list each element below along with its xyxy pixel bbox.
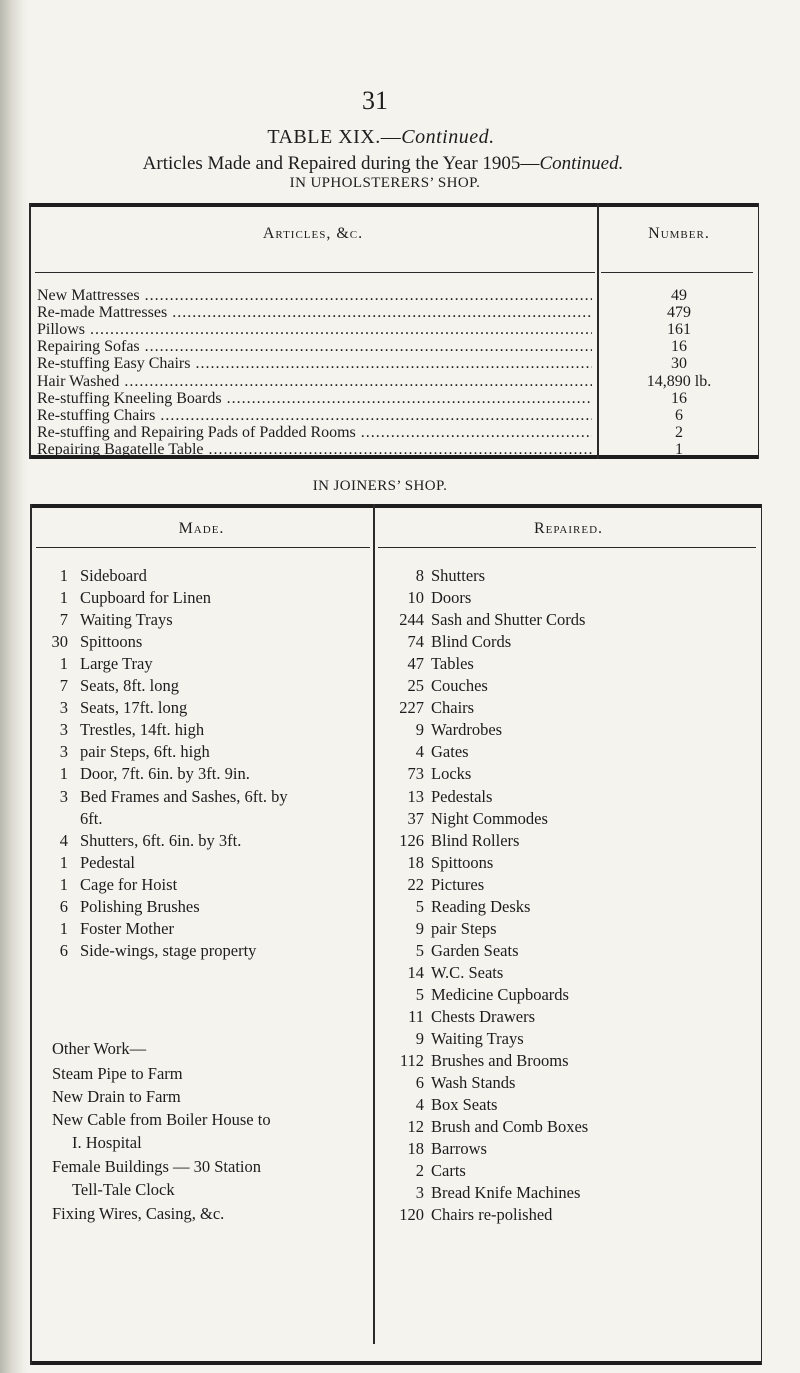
item-quantity: 3 <box>59 720 68 740</box>
item-quantity: 30 <box>51 632 68 652</box>
item-quantity: 7 <box>59 676 68 696</box>
header-rule-number <box>601 272 753 273</box>
list-item <box>375 632 760 654</box>
item-name: Wardrobes <box>431 720 503 740</box>
list-item <box>30 831 370 853</box>
table-subtitle-continued: Continued. <box>539 153 624 174</box>
list-item <box>375 897 760 919</box>
item-quantity: 9 <box>415 918 424 938</box>
item-name: Foster Mother <box>80 918 174 938</box>
item-quantity: 4 <box>415 1095 424 1115</box>
item-name: Seats, 8ft. long <box>80 676 179 696</box>
list-item <box>30 698 370 720</box>
list-item <box>30 809 370 831</box>
item-quantity: 7 <box>59 610 68 630</box>
item-quantity: 14 <box>407 962 424 982</box>
list-item <box>375 1161 760 1183</box>
item-name: Chairs <box>431 698 475 718</box>
list-item <box>375 831 760 853</box>
item-name: Waiting Trays <box>80 610 173 630</box>
list-item <box>30 676 370 698</box>
item-name: Garden Seats <box>431 940 519 960</box>
article-name: Re-stuffing Chairs ..... <box>37 407 592 425</box>
article-number: 479 <box>667 304 691 322</box>
item-name: Night Commodes <box>431 808 548 828</box>
article-name: New Mattresses ..... <box>37 287 592 305</box>
item-name: Barrows <box>431 1139 487 1159</box>
list-item <box>375 853 760 875</box>
item-name: Door, 7ft. 6in. by 3ft. 9in. <box>80 764 250 784</box>
made-column-header: Made. <box>178 520 225 537</box>
list-item <box>375 1205 760 1227</box>
list-item <box>375 720 760 742</box>
list-item <box>375 963 760 985</box>
joiners-section-title: IN JOINERS’ SHOP. <box>312 478 448 494</box>
list-item <box>30 632 370 654</box>
item-name: Reading Desks <box>431 896 531 916</box>
item-quantity: 6 <box>59 940 68 960</box>
list-item <box>375 1117 760 1139</box>
item-name: Bed Frames and Sashes, 6ft. by <box>80 786 288 806</box>
item-quantity: 1 <box>59 874 68 894</box>
upholsterers-table <box>29 203 759 459</box>
item-name: Spittoons <box>431 852 494 872</box>
item-name: Shutters, 6ft. 6in. by 3ft. <box>80 830 242 850</box>
article-name: Re-made Mattresses ..... <box>37 304 592 322</box>
list-item <box>375 1029 760 1051</box>
item-name: Polishing Brushes <box>80 896 200 916</box>
item-name: Gates <box>431 742 469 762</box>
list-item <box>375 985 760 1007</box>
table-subtitle-text: Articles Made and Repaired during the Year 1905— <box>142 153 540 174</box>
list-item <box>30 853 370 875</box>
item-name: Waiting Trays <box>431 1029 524 1049</box>
list-item <box>375 566 760 588</box>
item-name: Bread Knife Machines <box>431 1183 581 1203</box>
list-item <box>30 610 370 632</box>
item-name: Cage for Hoist <box>80 874 178 894</box>
item-quantity: 112 <box>399 1051 424 1071</box>
item-quantity: 8 <box>415 566 424 585</box>
article-number: 161 <box>667 321 691 339</box>
other-work-line: Female Buildings — 30 Station <box>52 1157 261 1176</box>
item-name: Sideboard <box>80 566 147 585</box>
list-item <box>30 566 370 588</box>
list-item <box>30 742 370 764</box>
item-name: W.C. Seats <box>431 962 504 982</box>
item-name: Pictures <box>431 874 485 894</box>
article-number: 2 <box>675 423 683 441</box>
list-item <box>375 610 760 632</box>
item-quantity: 120 <box>399 1205 424 1225</box>
item-name: Side-wings, stage property <box>80 940 257 960</box>
list-item <box>30 787 370 809</box>
other-work-line: New Cable from Boiler House to <box>52 1110 271 1129</box>
table-title <box>0 126 762 149</box>
item-quantity: 73 <box>407 764 424 784</box>
item-quantity: 11 <box>408 1007 424 1026</box>
article-name: Re-stuffing Kneeling Boards ..... <box>37 390 592 408</box>
other-work-line: Other Work— <box>52 1039 147 1058</box>
list-item <box>375 919 760 941</box>
item-name: Shutters <box>431 566 486 585</box>
table-title-label: TABLE XIX.— <box>267 126 402 148</box>
list-item <box>375 654 760 676</box>
item-quantity: 227 <box>399 698 424 718</box>
item-quantity: 244 <box>399 610 424 630</box>
item-quantity: 1 <box>59 852 68 872</box>
item-quantity: 2 <box>415 1161 424 1181</box>
article-name: Re-stuffing Easy Chairs ..... <box>37 355 592 373</box>
item-name: Wash Stands <box>431 1073 516 1093</box>
page-number: 31 <box>362 86 388 115</box>
item-quantity: 4 <box>59 830 68 850</box>
list-item <box>375 1139 760 1161</box>
article-number: 14,890 lb. <box>646 372 712 390</box>
list-item <box>375 787 760 809</box>
item-quantity: 1 <box>59 764 68 784</box>
list-item <box>375 1073 760 1095</box>
other-work-line: New Drain to Farm <box>52 1087 181 1106</box>
item-name: Brushes and Brooms <box>431 1051 569 1071</box>
item-quantity: 3 <box>415 1183 424 1203</box>
item-quantity: 18 <box>407 852 424 872</box>
item-name: Trestles, 14ft. high <box>80 720 205 740</box>
list-item <box>375 764 760 786</box>
table-row <box>29 441 759 461</box>
item-name: pair Steps, 6ft. high <box>80 742 210 762</box>
article-name: Hair Washed ..... <box>37 373 592 391</box>
table-bottom-rule <box>30 1361 762 1365</box>
article-name: Pillows ..... <box>37 321 592 339</box>
item-name: Box Seats <box>431 1095 498 1115</box>
item-name: 6ft. <box>80 808 103 828</box>
table-top-rule <box>30 504 762 508</box>
item-quantity: 4 <box>415 742 424 762</box>
article-number: 6 <box>675 406 683 424</box>
list-item <box>375 676 760 698</box>
articles-column-header: Articles, &c. <box>262 225 364 242</box>
item-name: Blind Rollers <box>431 830 520 850</box>
item-name: Tables <box>431 654 474 674</box>
item-name: Large Tray <box>80 654 153 674</box>
item-name: Brush and Comb Boxes <box>431 1117 589 1137</box>
article-name: Repairing Sofas ..... <box>37 338 592 356</box>
list-item <box>30 941 370 963</box>
item-quantity: 25 <box>407 676 424 696</box>
other-work-line: Fixing Wires, Casing, &c. <box>52 1204 225 1223</box>
list-item <box>375 698 760 720</box>
item-quantity: 9 <box>415 720 424 740</box>
item-name: pair Steps <box>431 918 497 938</box>
list-item <box>30 764 370 786</box>
table-subtitle <box>0 153 766 175</box>
article-number: 30 <box>671 355 687 373</box>
list-item <box>375 1007 760 1029</box>
list-item <box>30 588 370 610</box>
list-item <box>30 654 370 676</box>
list-item <box>375 1051 760 1073</box>
item-name: Couches <box>431 676 488 696</box>
list-item <box>375 1095 760 1117</box>
header-rule-repaired <box>378 547 756 548</box>
table-title-continued: Continued. <box>401 126 495 148</box>
list-item <box>30 720 370 742</box>
item-name: Spittoons <box>80 632 143 652</box>
item-quantity: 9 <box>415 1029 424 1049</box>
item-quantity: 22 <box>407 874 424 894</box>
item-quantity: 18 <box>407 1139 424 1159</box>
item-quantity: 3 <box>59 742 68 762</box>
table-top-rule <box>29 203 759 207</box>
header-rule-made <box>36 547 370 548</box>
article-number: 16 <box>671 389 687 407</box>
upholsterers-section-title: IN UPHOLSTERERS’ SHOP. <box>289 175 481 191</box>
item-quantity: 47 <box>407 654 424 674</box>
item-name: Pedestal <box>80 852 135 872</box>
other-work-line: I. Hospital <box>72 1133 142 1152</box>
item-quantity: 6 <box>415 1073 424 1093</box>
number-column-header: Number. <box>648 225 710 242</box>
other-work-line: Tell-Tale Clock <box>72 1180 175 1199</box>
item-quantity: 126 <box>399 830 424 850</box>
list-item <box>30 875 370 897</box>
list-item <box>375 742 760 764</box>
header-rule-articles <box>35 272 595 273</box>
article-name: Repairing Bagatelle Table ..... <box>37 441 592 459</box>
list-item <box>375 588 760 610</box>
other-work-line: Steam Pipe to Farm <box>52 1064 183 1083</box>
item-quantity: 5 <box>415 940 424 960</box>
item-quantity: 13 <box>407 786 424 806</box>
item-name: Cupboard for Linen <box>80 588 212 608</box>
item-quantity: 37 <box>407 808 424 828</box>
item-name: Carts <box>431 1161 466 1181</box>
item-name: Seats, 17ft. long <box>80 698 188 718</box>
joiners-table <box>30 504 762 1365</box>
item-name: Doors <box>431 588 472 608</box>
item-quantity: 1 <box>59 918 68 938</box>
list-item <box>375 1183 760 1205</box>
article-number: 1 <box>675 440 683 458</box>
page-edge-shadow <box>0 0 28 1373</box>
item-quantity: 10 <box>407 588 424 608</box>
item-name: Chairs re-polished <box>431 1205 553 1225</box>
item-quantity: 3 <box>59 786 68 806</box>
item-quantity: 6 <box>59 896 68 916</box>
item-quantity: 1 <box>59 566 68 585</box>
item-name: Sash and Shutter Cords <box>431 610 586 630</box>
item-quantity: 1 <box>59 654 68 674</box>
item-quantity: 5 <box>415 896 424 916</box>
table-right-border <box>761 504 763 1365</box>
article-number: 16 <box>671 338 687 356</box>
list-item <box>375 875 760 897</box>
list-item <box>30 897 370 919</box>
item-quantity: 3 <box>59 698 68 718</box>
item-name: Blind Cords <box>431 632 512 652</box>
item-quantity: 1 <box>59 588 68 608</box>
item-name: Pedestals <box>431 786 493 806</box>
list-item <box>375 941 760 963</box>
item-quantity: 74 <box>407 632 424 652</box>
list-item <box>375 809 760 831</box>
article-number: 49 <box>671 287 687 304</box>
item-quantity: 5 <box>415 984 424 1004</box>
item-name: Locks <box>431 764 472 784</box>
item-name: Medicine Cupboards <box>431 984 569 1004</box>
item-name: Chests Drawers <box>431 1007 536 1026</box>
list-item <box>30 919 370 941</box>
article-name: Re-stuffing and Repairing Pads of Padded Rooms ..... <box>37 424 592 442</box>
repaired-column-header: Repaired. <box>533 520 604 537</box>
item-quantity: 12 <box>407 1117 424 1137</box>
